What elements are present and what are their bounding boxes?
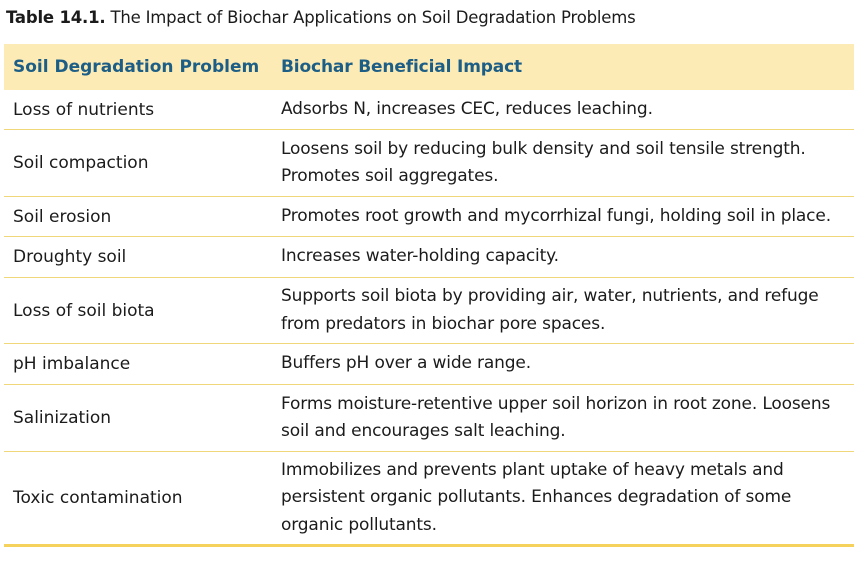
column-header-problem: Soil Degradation Problem: [13, 57, 260, 77]
problem-cell: Soil erosion: [13, 206, 112, 227]
table-row: [4, 90, 854, 130]
problem-cell: Droughty soil: [13, 247, 127, 267]
problem-cell: Toxic contamination: [13, 488, 183, 508]
impact-cell: Increases water-holding capacity.: [281, 246, 559, 267]
table-row: [4, 344, 854, 385]
table-number: Table 14.1.: [6, 8, 106, 27]
biochar-impact-table: [4, 44, 854, 547]
table-caption: [6, 6, 636, 30]
table-title: The Impact of Biochar Applications on Soil Degradation Problems: [110, 8, 636, 27]
table-row: [4, 385, 854, 452]
problem-cell: pH imbalance: [13, 354, 131, 374]
impact-cell: Buffers pH over a wide range.: [281, 353, 531, 374]
table-header-row: [4, 44, 854, 90]
impact-cell: Immobilizes and prevents plant uptake of heavy metals and persistent organic pollutants. Enhances degradation of some organic pollutants.: [281, 459, 792, 535]
table-row: [4, 237, 854, 278]
impact-cell: Forms moisture-retentive upper soil horizon in root zone. Loosens soil and encourages salt leaching.: [281, 393, 831, 441]
impact-cell: Loosens soil by reducing bulk density and soil tensile strength. Promotes soil aggregates.: [281, 138, 806, 186]
table-row: [4, 452, 854, 547]
problem-cell: Loss of nutrients: [13, 99, 155, 120]
impact-cell: Adsorbs N, increases CEC, reduces leaching.: [281, 98, 653, 119]
table-row: [4, 130, 854, 197]
problem-cell: Salinization: [13, 408, 112, 428]
table-row: [4, 197, 854, 237]
table-row: [4, 278, 854, 344]
problem-cell: Loss of soil biota: [13, 300, 155, 321]
impact-cell: Promotes root growth and mycorrhizal fungi, holding soil in place.: [281, 205, 831, 226]
column-header-impact: Biochar Beneficial Impact: [281, 57, 523, 77]
impact-cell: Supports soil biota by providing air, water, nutrients, and refuge from predators in biochar pore spaces.: [281, 286, 819, 334]
problem-cell: Soil compaction: [13, 153, 149, 173]
